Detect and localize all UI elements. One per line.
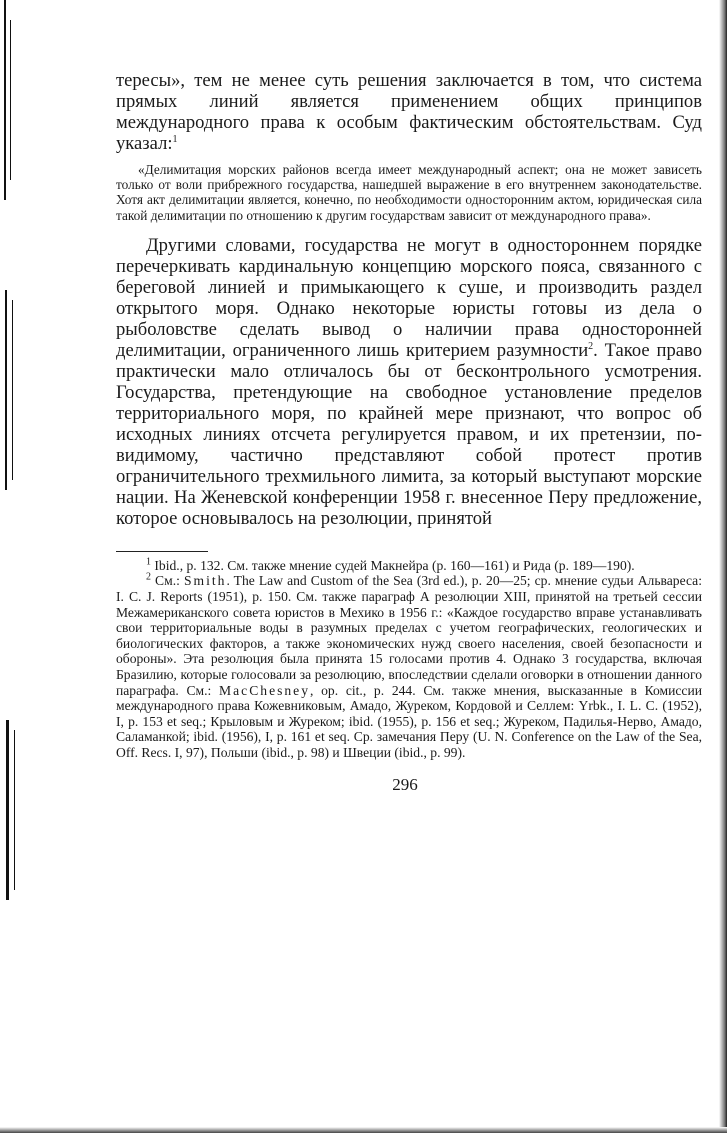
paragraph-text: тересы», тем не менее суть решения заключается в том, что система прямых линий является применением общих принципов международного права к особым фактическим обстоятельствам. Суд указал: [116,70,702,154]
footnote-text: . The Law and Custom of the Sea (3rd ed.), p. 20—25; ср. мнение судьи Альвареса: I. C. J. Reports (1951), p. 150. См. также параграф А резолюции XIII, принятой на третьей сессии Межамериканского совета юристов в Мехико в 1956 г.: «Каждое государство вправе устанавливать свои территориальные воды в разумных пределах с учетом географических, геологических и биологических факторов, а также экономических нужд своего населения, своей безопасности и обороны». Эта резолюция была принята 15 голосами против 4. Однако 3 государства, включая Бразилию, которые голосовали за резолюцию, впоследствии сделали оговорки в отношении данного параграфа. См.: [116,573,702,698]
footnote-divider [116,551,208,552]
binding-line [14,730,15,890]
footnote-text: См.: [151,573,184,589]
paragraph-text: . Такое право практически мало отличалось бы от бесконтрольного усмотрения. Государства, претендующие на свободное установление пределов территориального моря, по крайней мере признают, что вопрос об исходных линиях отсчета регулируется правом, и их претензии, по-видимому, частично представляют собой протест против ограничительного трехмильного лимита, за который выступают морские нации. На Женевской конференции 1958 г. внесенное Перу предложение, которое основывалось на резолюции, принятой [116,339,702,529]
footnote-text: , op. cit., p. 244. См. также мнения, высказанные в Комиссии международного права Кожевниковым, Амадо, Журеком, Кордовой и Селлем: Yrbk., I. L. C. (1952), I, p. 153 et seq.; Крыловым и Журеком; ibid. (1955), p. 156 et seq.; Журеком, Падилья-Нерво, Амадо, Саламанкой; ibid. (1956), I, p. 161 et seq. Ср. замечания Перу (U. N. Conference on the Law of the Sea, Off. Recs. I, 97), Польши (ibid., p. 98) и Швеции (ibid., p. 99). [116,682,702,760]
author-name: MacChesney [219,682,311,698]
footnote [116,573,702,760]
footnote [116,558,702,574]
footnote-number: 1 [146,556,151,568]
footnotes [116,558,702,761]
binding-line [6,720,9,900]
book-page [116,70,702,795]
main-text [116,235,702,529]
page-edge-shadow [719,0,727,1133]
author-name: Smith [183,573,227,589]
binding-line [5,290,7,490]
binding-line [12,300,13,480]
paragraph [116,70,702,154]
footnote-number: 2 [146,571,151,583]
footnote-ref: 2 [588,340,594,352]
block-quote: «Делимитация морских районов всегда имеет международный аспект; она не может зависеть только от воли прибрежного государства, нашедшей выражение в его внутреннем законодательстве. Хотя акт делимитации является, конечно, по необходимости односторонним актом, юридическая сила такой делимитации по отношению к другим государствам зависит от международного права». [116,162,702,223]
footnote-ref: 1 [172,133,178,145]
paragraph-text: Другими словами, государства не могут в одностороннем порядке перечеркивать кардинальную концепцию морского пояса, связанного с береговой линией и примыкающего к суше, и производить раздел открытого моря. Однако некоторые юристы готовы из дела о рыболовстве сделать вывод о наличии права односторонней делимитации, ограниченного лишь критерием разумности [116,234,702,361]
footnote-text: Ibid., p. 132. См. также мнение судей Макнейра (p. 160—161) и Рида (p. 189—190). [151,557,635,573]
paragraph [116,235,702,529]
main-text [116,70,702,154]
page-number: 296 [392,774,418,794]
binding-line [4,0,6,200]
binding-line [10,20,11,180]
page-edge-shadow [0,1127,727,1133]
